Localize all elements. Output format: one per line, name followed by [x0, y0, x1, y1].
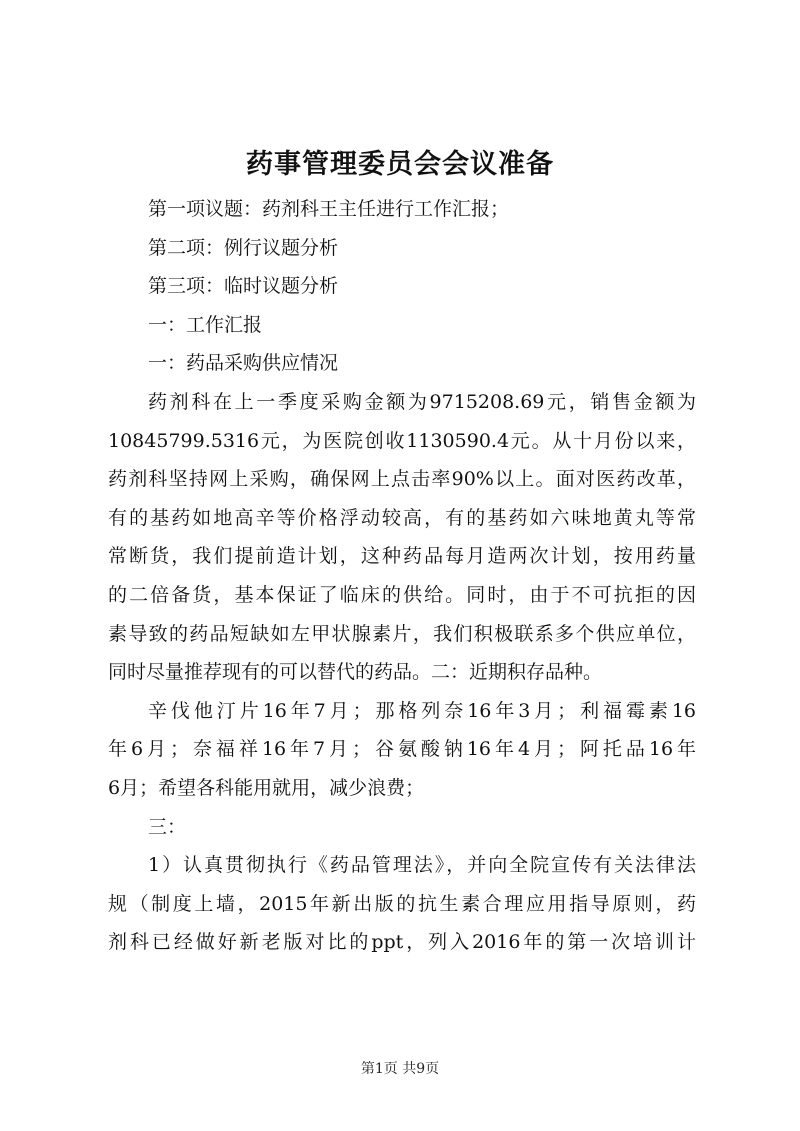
paragraph-line: 有的基药如地高辛等价格浮动较高，有的基药如六味地黄丸等常	[108, 506, 696, 529]
paragraph-line: 剂科已经做好新老版对比的ppt，列入2016年的第一次培训计	[108, 931, 696, 954]
page-number-footer: 第1页 共9页	[360, 1061, 440, 1077]
paragraph-line: 的二倍备货，基本保证了临床的供给。同时，由于不可抗拒的因	[108, 583, 696, 606]
paragraph-line: 辛伐他汀片16年7月；那格列奈16年3月；利福霉素16	[148, 699, 696, 722]
paragraph-line: 6月；希望各科能用就用，减少浪费；	[108, 776, 425, 799]
paragraph-line: 10845799.5316元，为医院创收1130590.4元。从十月份以来，	[108, 429, 696, 452]
paragraph-line: 常断货，我们提前造计划，这种药品每月造两次计划，按用药量	[108, 545, 696, 568]
paragraph-line: 素导致的药品短缺如左甲状腺素片，我们积极联系多个供应单位，	[108, 622, 696, 645]
agenda-item-1: 第一项议题：药剂科王主任进行工作汇报；	[148, 198, 510, 220]
paragraph-line: 药剂科坚持网上采购，确保网上点击率90%以上。面对医药改革，	[108, 468, 696, 491]
agenda-item-3: 第三项：临时议题分析	[148, 275, 339, 298]
paragraph-line: 1）认真贯彻执行《药品管理法》，并向全院宣传有关法律法	[148, 854, 696, 877]
section-heading-three: 三：	[148, 815, 187, 838]
paragraph-line: 药剂科在上一季度采购金额为9715208.69元，销售金额为	[148, 390, 696, 413]
section-heading-procurement: 一：药品采购供应情况	[148, 352, 339, 375]
paragraph-line: 规（制度上墙，2015年新出版的抗生素合理应用指导原则，药	[108, 892, 696, 915]
document-title: 药事管理委员会会议准备	[246, 149, 554, 180]
document-body	[108, 190, 696, 962]
paragraph-line: 同时尽量推荐现有的可以替代的药品。二：近期积存品种。	[108, 661, 603, 684]
section-heading-work-report: 一：工作汇报	[148, 313, 263, 336]
agenda-item-2: 第二项：例行议题分析	[148, 236, 339, 259]
paragraph-line: 年6月；奈福祥16年7月；谷氨酸钠16年4月；阿托品16年	[108, 738, 696, 761]
